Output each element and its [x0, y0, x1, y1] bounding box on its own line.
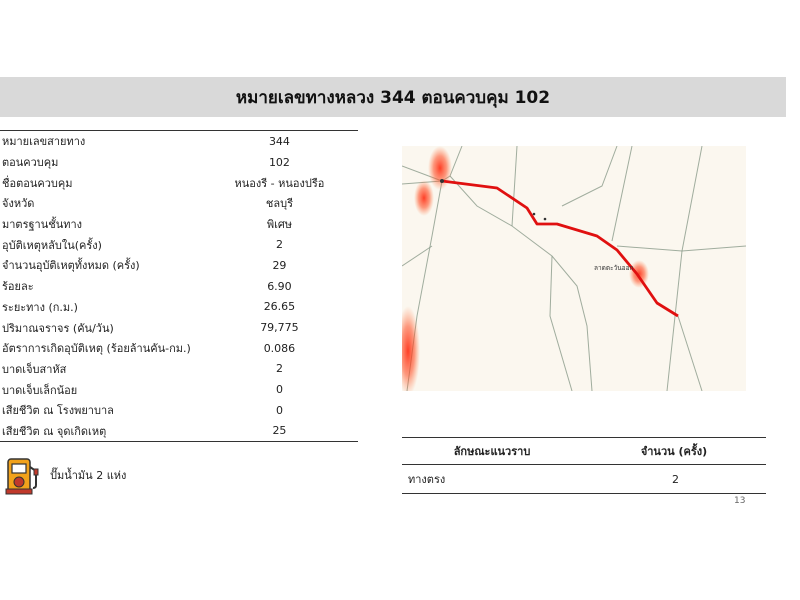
row-value: 79,775 [260, 321, 299, 335]
row-label: จังหวัด [2, 197, 35, 211]
table-row [0, 338, 358, 359]
map-place-label: ลาดตะวันออก [594, 264, 634, 272]
row-label: ชื่อตอนควบคุม [2, 176, 73, 190]
road-type-table [402, 437, 766, 494]
fuel-station-count: ปั๊มน้ำมัน 2 แห่ง [50, 469, 127, 482]
row-value: 26.65 [263, 300, 296, 314]
row-value: พิเศษ [266, 218, 293, 232]
table-row [0, 193, 358, 214]
row-label: ปริมาณจราจร (คัน/วัน) [2, 321, 114, 335]
count-cell: 2 [672, 472, 680, 486]
row-label: บาดเจ็บเล็กน้อย [2, 383, 78, 397]
map-canvas [402, 146, 746, 391]
header-count: จำนวน (ครั้ง) [640, 445, 708, 458]
table-row [0, 379, 358, 400]
row-label: มาตรฐานชั้นทาง [2, 218, 83, 232]
highway-info-table [0, 130, 358, 442]
row-value: 2 [275, 362, 283, 376]
map-marker [544, 218, 547, 221]
accident-hotspot [414, 180, 434, 216]
row-value: หนองรี - หนองปรือ [234, 176, 325, 190]
header-road-type: ลักษณะแนวราบ [453, 445, 531, 458]
row-label: หมายเลขสายทาง [2, 135, 86, 149]
table-row [0, 152, 358, 173]
route-map [402, 146, 746, 391]
table-row [0, 172, 358, 193]
row-label: จำนวนอุบัติเหตุทั้งหมด (ครั้ง) [2, 259, 140, 273]
fuel-station-info [4, 455, 126, 495]
row-value: 29 [272, 258, 287, 272]
table-row [0, 359, 358, 380]
table-row [0, 421, 358, 442]
table-row [0, 297, 358, 318]
table-row [0, 400, 358, 421]
table-row [402, 465, 766, 494]
row-value: 6.90 [267, 279, 292, 293]
row-value: 0 [275, 403, 283, 417]
row-label: อุบัติเหตุหลับใน(ครั้ง) [2, 238, 102, 252]
page-number: 13 [734, 496, 746, 506]
map-marker [533, 213, 536, 216]
row-value: 0 [275, 383, 283, 397]
map-marker [440, 179, 444, 183]
accident-hotspot [402, 306, 420, 391]
row-value: 25 [272, 424, 287, 438]
table-row [0, 234, 358, 255]
table-row [0, 317, 358, 338]
route-line [442, 181, 678, 316]
page-title: หมายเลขทางหลวง 344 ตอนควบคุม 102 [0, 77, 786, 117]
row-value: ชลบุรี [265, 197, 293, 211]
accident-hotspot [428, 146, 452, 190]
fuel-pump-icon [4, 455, 42, 495]
row-label: ตอนควบคุม [2, 156, 59, 170]
row-value: 344 [268, 134, 290, 148]
row-label: เสียชีวิต ณ จุดเกิดเหตุ [2, 424, 107, 438]
table-row [0, 255, 358, 276]
row-label: เสียชีวิต ณ โรงพยาบาล [2, 404, 114, 418]
table-row [0, 276, 358, 297]
road-type-cell: ทางตรง [408, 473, 446, 486]
row-value: 0.086 [263, 341, 296, 355]
row-value: 2 [275, 238, 283, 252]
table-header [402, 437, 766, 465]
row-label: ร้อยละ [2, 280, 34, 294]
table-row [0, 131, 358, 152]
table-row [0, 214, 358, 235]
row-label: ระยะทาง (ก.ม.) [2, 300, 78, 314]
row-value: 102 [268, 155, 290, 169]
row-label: บาดเจ็บสาหัส [2, 362, 67, 376]
row-label: อัตราการเกิดอุบัติเหตุ (ร้อยล้านคัน-กม.) [2, 342, 191, 356]
